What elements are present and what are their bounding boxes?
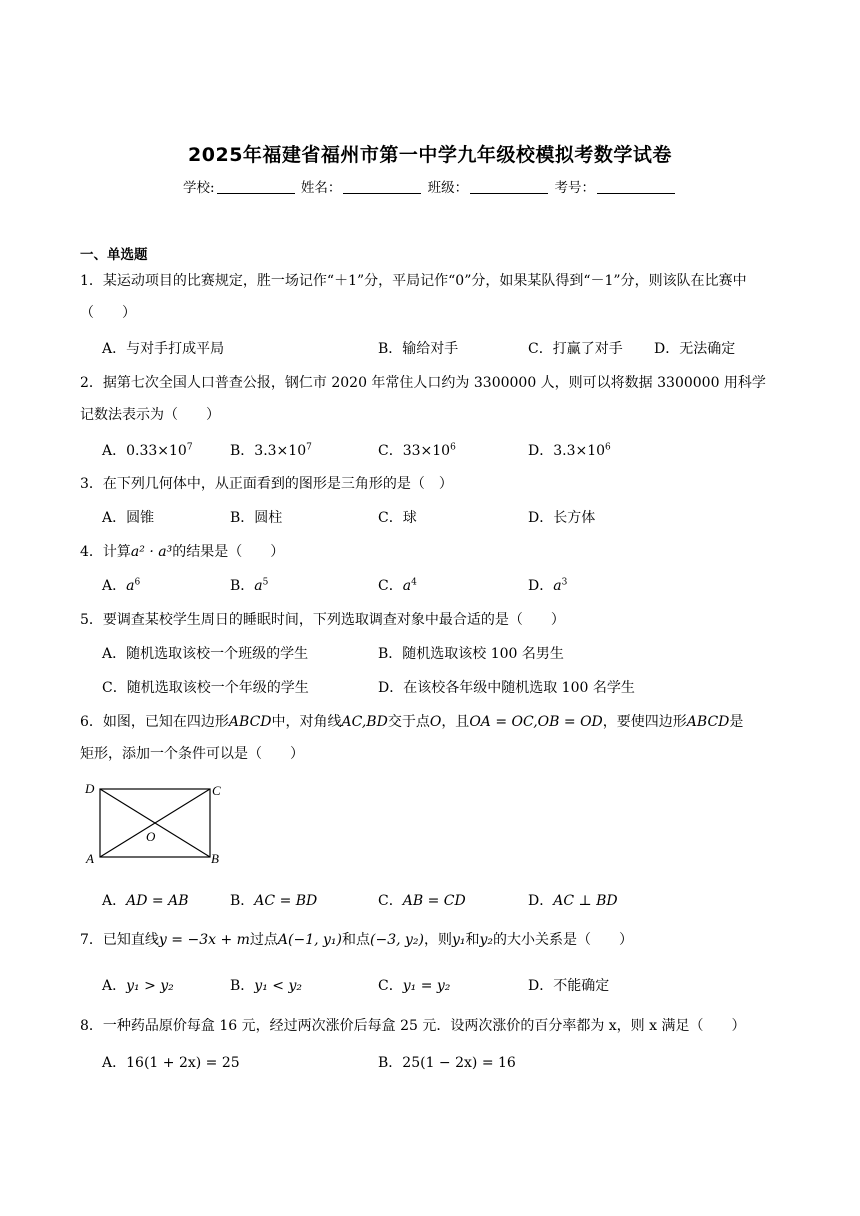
label-o: O xyxy=(146,829,156,844)
q3-stem: 3．在下列几何体中，从正面看到的图形是三角形的是（ ） xyxy=(80,476,453,492)
q8-stem: 8．一种药品原价每盒 16 元，经过两次涨价后每盒 25 元．设两次涨价的百分率都为 x，则 x 满足（ ） xyxy=(80,1018,746,1034)
q6-option-c-label: C． xyxy=(378,893,403,909)
q6-option-a[interactable] xyxy=(102,890,189,910)
q2-option-b[interactable] xyxy=(230,440,312,460)
q5-option-b[interactable]: B．随机选取该校 100 名男生 xyxy=(378,646,564,662)
q7-y1: y₁ xyxy=(451,932,466,948)
q5-option-a[interactable]: A．随机选取该校一个班级的学生 xyxy=(102,646,309,662)
q3-option-d[interactable]: D．长方体 xyxy=(528,510,596,526)
q2-option-d-text: D．3.3×10 xyxy=(528,443,606,459)
q6-abcd: ABCD xyxy=(228,714,272,730)
q7-option-c[interactable] xyxy=(378,975,450,995)
q4-option-a-base: a xyxy=(126,578,135,594)
q7-option-a[interactable] xyxy=(102,975,174,995)
q6-stem-c: 交于点 xyxy=(387,714,430,730)
q4-option-c-label: C． xyxy=(378,578,403,594)
page-title: 2025年福建省福州市第一中学九年级校模拟考数学试卷 xyxy=(188,144,672,166)
q4-option-c-exp: 4 xyxy=(411,577,417,588)
q8-option-a-label: A． xyxy=(102,1055,127,1071)
q6-stem xyxy=(80,711,790,731)
section-heading: 一、单选题 xyxy=(80,247,148,263)
q2-stem-2: 记数法表示为（ ） xyxy=(80,407,220,423)
q6-stem-f: 是 xyxy=(729,714,744,730)
q7-option-c-math: y₁ = y₂ xyxy=(402,978,451,994)
q2-option-b-text: B．3.3×10 xyxy=(230,443,307,459)
q4-option-d-base: a xyxy=(553,578,562,594)
exam-no-label: 考号： xyxy=(554,180,595,196)
q6-option-c-math: AB = CD xyxy=(402,893,466,909)
label-b: B xyxy=(211,851,219,866)
q7-line-eq: y = −3x + m xyxy=(158,932,250,948)
q6-abcd-2: ABCD xyxy=(686,714,730,730)
q1-option-d[interactable]: D．无法确定 xyxy=(654,341,736,357)
label-d: D xyxy=(85,781,95,796)
q6-diagonals: AC,BD xyxy=(341,714,388,730)
q7-option-b-label: B． xyxy=(230,978,255,994)
student-info-line xyxy=(0,176,860,196)
q6-stem-2: 矩形，添加一个条件可以是（ ） xyxy=(80,746,304,762)
label-c: C xyxy=(212,783,221,798)
label-a: A xyxy=(86,851,94,866)
q7-point-a: A(−1, y₁) xyxy=(277,932,342,948)
q2-option-b-exp: 7 xyxy=(306,442,312,453)
q4-option-a-label: A． xyxy=(102,578,127,594)
q5-option-d[interactable]: D．在该校各年级中随机选取 100 名学生 xyxy=(378,680,635,696)
q2-stem: 2．据第七次全国人口普查公报，钢仁市 2020 年常住人口约为 3300000 人，则可以将数据 3300000 用科学 xyxy=(80,375,766,391)
q6-stem-b: 中，对角线 xyxy=(271,714,342,730)
class-blank[interactable] xyxy=(470,180,548,194)
q8-option-b-label: B． xyxy=(378,1055,403,1071)
name-blank[interactable] xyxy=(343,180,421,194)
q6-option-d[interactable] xyxy=(528,890,618,910)
q7-stem-a: 7．已知直线 xyxy=(80,932,159,948)
q2-option-d-exp: 6 xyxy=(605,442,611,453)
q6-option-a-math: AD = AB xyxy=(126,893,189,909)
q5-option-c[interactable]: C．随机选取该校一个年级的学生 xyxy=(102,680,309,696)
q7-option-b[interactable] xyxy=(230,975,302,995)
q3-option-b[interactable]: B．圆柱 xyxy=(230,510,283,526)
school-label: 学校: xyxy=(183,180,215,196)
q8-option-a[interactable] xyxy=(102,1052,240,1072)
q3-option-a[interactable]: A．圆锥 xyxy=(102,510,155,526)
q4-stem-b: 的结果是（ ） xyxy=(172,544,285,560)
q7-option-b-math: y₁ < y₂ xyxy=(254,978,302,994)
name-label: 姓名： xyxy=(300,180,342,196)
q5-stem: 5．要调查某校学生周日的睡眠时间，下列选取调查对象中最合适的是（ ） xyxy=(80,612,565,628)
q6-option-d-label: D． xyxy=(528,893,554,909)
q4-option-b-label: B． xyxy=(230,578,255,594)
q3-option-c[interactable]: C．球 xyxy=(378,510,417,526)
q4-option-c-base: a xyxy=(402,578,412,594)
q4-option-b-exp: 5 xyxy=(262,577,269,588)
q2-option-a-text: A．0.33×10 xyxy=(102,443,187,459)
q2-option-c-text: C．33×10 xyxy=(378,443,451,459)
q4-option-c[interactable] xyxy=(378,575,417,595)
q7-option-a-math: y₁ > y₂ xyxy=(126,978,174,994)
q6-stem-d: ，且 xyxy=(441,714,470,730)
q6-stem-e: ，要使四边形 xyxy=(602,714,687,730)
q1-option-a[interactable]: A．与对手打成平局 xyxy=(102,341,225,357)
q2-option-a-exp: 7 xyxy=(186,442,193,453)
q4-stem xyxy=(80,541,790,561)
q7-stem-b: 过点 xyxy=(249,932,278,948)
q8-option-b-math: 25(1 − 2x) = 16 xyxy=(402,1055,516,1071)
q1-option-c[interactable]: C．打赢了对手 xyxy=(528,341,623,357)
q4-option-b-base: a xyxy=(254,578,263,594)
q6-option-c[interactable] xyxy=(378,890,466,910)
q7-stem xyxy=(80,929,790,949)
q8-option-b[interactable] xyxy=(378,1052,516,1072)
q1-option-b[interactable]: B．输给对手 xyxy=(378,341,459,357)
q7-stem-e: 和 xyxy=(465,932,480,948)
q6-option-d-math: AC ⊥ BD xyxy=(553,893,618,909)
q6-rectangle-figure xyxy=(84,780,226,866)
q4-option-a[interactable] xyxy=(102,575,140,595)
q4-option-d[interactable] xyxy=(528,575,567,595)
q2-option-c[interactable] xyxy=(378,440,456,460)
exam-no-blank[interactable] xyxy=(597,180,675,194)
q4-option-b[interactable] xyxy=(230,575,268,595)
q4-option-d-label: D． xyxy=(528,578,554,594)
q7-y2: y₂ xyxy=(479,932,494,948)
q2-option-a[interactable] xyxy=(102,440,193,460)
q6-option-b[interactable] xyxy=(230,890,317,910)
q6-condition: OA = OC,OB = OD xyxy=(469,714,603,730)
q4-option-a-exp: 6 xyxy=(134,577,141,588)
q2-option-c-exp: 6 xyxy=(450,442,456,453)
q6-option-b-label: B． xyxy=(230,893,255,909)
q7-option-c-label: C． xyxy=(378,978,403,994)
class-label: 班级： xyxy=(427,180,469,196)
q7-point-b: (−3, y₂) xyxy=(370,932,424,948)
q6-stem-a: 6．如图，已知在四边形 xyxy=(80,714,229,730)
q2-option-d[interactable] xyxy=(528,440,611,460)
q1-stem-2: （ ） xyxy=(80,305,136,321)
q6-option-a-label: A． xyxy=(102,893,127,909)
q7-option-d[interactable]: D．不能确定 xyxy=(528,978,610,994)
q1-stem: 1．某运动项目的比赛规定，胜一场记作“＋1”分，平局记作“0”分，如果某队得到“－1”分，则该队在比赛中 xyxy=(80,273,747,289)
q4-stem-a: 4．计算 xyxy=(80,544,131,560)
q6-option-b-math: AC = BD xyxy=(254,893,318,909)
q7-stem-c: 和点 xyxy=(342,932,370,948)
q7-option-a-label: A． xyxy=(102,978,127,994)
q8-option-a-math: 16(1 + 2x) = 25 xyxy=(126,1055,240,1071)
q7-stem-d: ，则 xyxy=(423,932,452,948)
q4-option-d-exp: 3 xyxy=(561,577,568,588)
q6-point-o: O xyxy=(429,714,442,730)
school-blank[interactable] xyxy=(217,180,295,194)
q4-expression: a² · a³ xyxy=(130,544,173,560)
q7-stem-f: 的大小关系是（ ） xyxy=(493,932,634,948)
